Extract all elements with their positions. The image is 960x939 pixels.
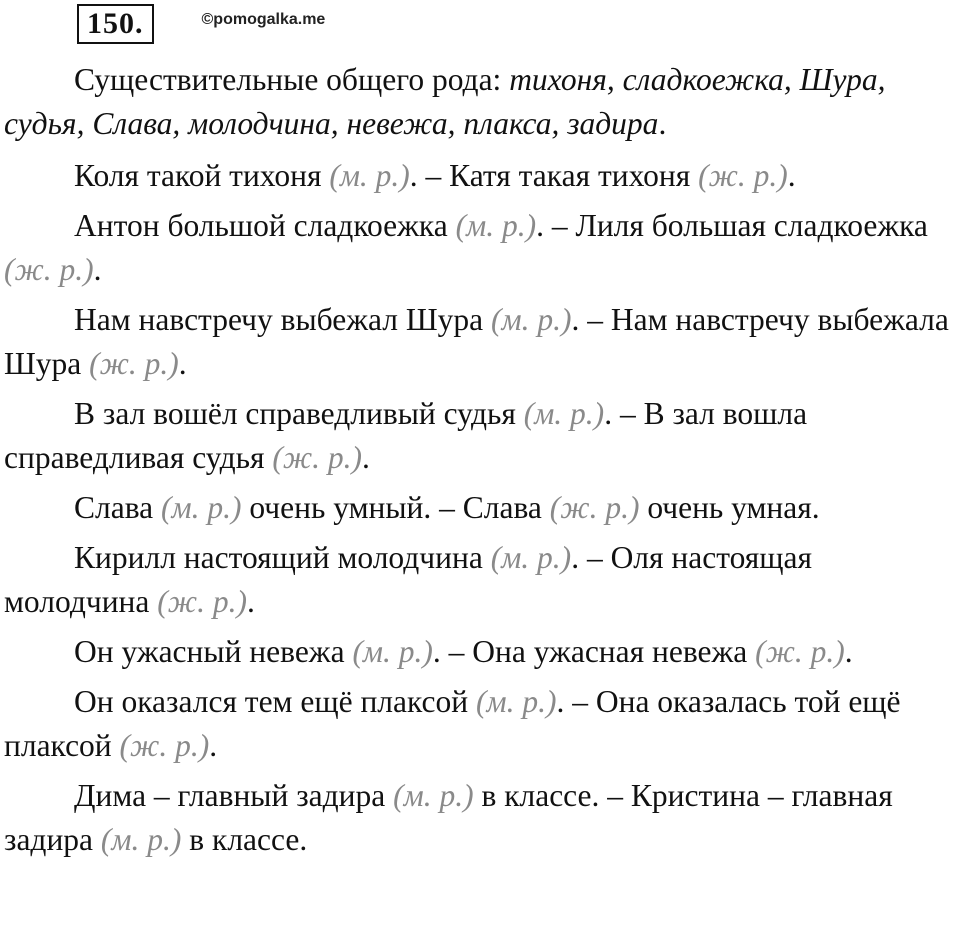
sentence-end: .: [844, 634, 853, 669]
sentence-masculine: Дима – главный задира: [74, 778, 394, 813]
gender-note: (м. р.): [491, 302, 572, 337]
gender-note: (м. р.): [455, 208, 537, 243]
gender-note: (м. р.): [161, 490, 242, 525]
sentence-pair: [4, 298, 956, 386]
gender-note: (м. р.): [352, 634, 433, 669]
gender-note: (ж. р.): [4, 252, 94, 287]
sentence-feminine: . – В зал вошла справедливая судья: [4, 396, 808, 475]
sentence-pair: [4, 154, 956, 198]
gender-note: (м. р.): [393, 778, 474, 813]
sentence-pair: [4, 536, 956, 624]
sentence-feminine: . – Оля настоящая молодчина: [4, 540, 812, 619]
sentence-feminine: очень умный. – Слава: [241, 490, 550, 525]
gender-note: (м. р.): [476, 684, 557, 719]
task-header: [77, 4, 325, 48]
sentence-pair: [4, 774, 956, 862]
sentence-end: .: [787, 158, 796, 193]
intro-lead: Существительные общего рода:: [74, 62, 510, 97]
sentence-end: .: [178, 346, 187, 381]
sentence-pair: [4, 630, 956, 674]
sentence-end: .: [209, 728, 218, 763]
sentence-feminine: в классе. – Кристина – главная задира: [4, 778, 893, 857]
sentence-masculine: Нам навстречу выбежал Шура: [74, 302, 491, 337]
sentence-end: очень умная.: [639, 490, 820, 525]
sentence-pair: [4, 204, 956, 292]
sentence-pair: [4, 392, 956, 480]
intro-word-list: тихоня, сладкоежка, Шура, судья, Слава, молодчина, невежа, плакса, задира: [4, 62, 886, 141]
sentence-masculine: Коля такой тихоня: [74, 158, 330, 193]
sentence-end: .: [246, 584, 255, 619]
sentence-feminine: . – Нам навстречу выбежала Шура: [4, 302, 949, 381]
sentence-masculine: В зал вошёл справедливый судья: [74, 396, 524, 431]
sentence-pair: [4, 486, 956, 530]
gender-note: (ж. р.): [549, 490, 640, 525]
gender-note: (ж. р.): [272, 440, 362, 475]
gender-note: (м. р.): [490, 540, 572, 575]
sentence-masculine: Кирилл настоящий молодчина: [74, 540, 491, 575]
watermark: ©pomogalka.me: [201, 11, 326, 28]
task-number: 150.: [77, 4, 154, 44]
gender-note: (м. р.): [100, 822, 182, 857]
sentence-end: .: [93, 252, 102, 287]
sentence-feminine: . – Катя такая тихоня: [409, 158, 699, 193]
gender-note: (м. р.): [329, 158, 410, 193]
gender-note: (ж. р.): [119, 728, 210, 763]
sentence-pair: [4, 680, 956, 768]
sentence-end: в классе.: [181, 822, 308, 857]
intro-end: .: [658, 106, 667, 141]
gender-note: (ж. р.): [698, 158, 788, 193]
sentence-masculine: Антон большой сладкоежка: [74, 208, 456, 243]
sentence-feminine: . – Она оказалась той ещё плаксой: [4, 684, 901, 763]
sentence-masculine: Он ужасный невежа: [74, 634, 353, 669]
sentence-masculine: Он оказался тем ещё плаксой: [74, 684, 476, 719]
sentence-feminine: . – Лиля большая сладкоежка: [536, 208, 928, 243]
document-body: [4, 58, 956, 868]
intro-paragraph: [4, 58, 956, 146]
gender-note: (ж. р.): [157, 584, 247, 619]
sentence-feminine: . – Она ужасная невежа: [432, 634, 756, 669]
sentence-masculine: Слава: [74, 490, 162, 525]
gender-note: (ж. р.): [755, 634, 845, 669]
sentence-end: .: [361, 440, 370, 475]
gender-note: (м. р.): [523, 396, 605, 431]
gender-note: (ж. р.): [89, 346, 179, 381]
